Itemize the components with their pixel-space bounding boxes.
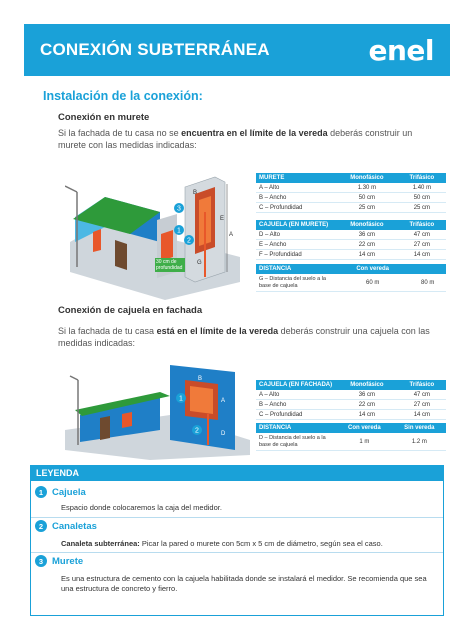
cell-value: 25 cm [336, 203, 398, 213]
table-header-row [256, 264, 446, 274]
number-badge: 2 [35, 520, 47, 532]
cell-label: G – Distancia del suelo a la base de cajuela [256, 274, 336, 292]
legend-item-text [61, 539, 441, 549]
murete-text-post: deberás construir un murete con las medidas indicadas: [58, 128, 413, 150]
th-sin-vereda: Sin vereda [393, 423, 446, 433]
number-badge: 1 [35, 486, 47, 498]
cell-value: 22 cm [336, 240, 398, 250]
cajuela-text-bold: está en el límite de la vereda [156, 326, 279, 336]
cell-value: 1 m [336, 433, 393, 451]
svg-text:A: A [221, 398, 226, 404]
legend-item-text-bold: Canaleta subterránea: [61, 539, 140, 548]
th-mono: Monofásico [336, 173, 398, 183]
murete-subtitle: Conexión en murete [58, 112, 150, 123]
cajuela-text-post: deberás construir una cajuela con las medidas indicadas: [58, 326, 430, 348]
cell-value: 80 m [409, 274, 446, 292]
murete-text-pre: Si la fachada de tu casa no se [58, 128, 182, 138]
cell-label: A – Alto [256, 183, 336, 193]
table-row [256, 203, 446, 213]
cell-label: D – Distancia del suelo a la base de cajuela [256, 433, 336, 451]
detail-cajuela-inner [190, 386, 213, 414]
table-row [256, 274, 446, 292]
cell-value: 60 m [336, 274, 409, 292]
table-header-row [256, 380, 446, 390]
th-label: DISTANCIA [256, 264, 336, 274]
table-row [256, 410, 446, 420]
cajuela-subtitle: Conexión de cajuela en fachada [58, 305, 203, 316]
cell-value: 22 cm [336, 400, 398, 410]
table-header-row [256, 173, 446, 183]
depth-label: 30 cm de profundidad [155, 258, 185, 272]
divider [31, 552, 443, 553]
cell-value: 25 cm [398, 203, 446, 213]
th-tri: Trifásico [398, 173, 446, 183]
cajuela-murete-table [256, 220, 446, 260]
lamp-arm [65, 186, 77, 192]
cell-value: 14 cm [336, 410, 398, 420]
legend-item-title: Canaletas [52, 520, 97, 532]
svg-text:1: 1 [177, 227, 181, 235]
number-badge: 3 [35, 555, 47, 567]
svg-text:3: 3 [177, 205, 181, 213]
th-label: CAJUELA (EN FACHADA) [256, 380, 336, 390]
cell-value: 36 cm [336, 230, 398, 240]
enel-logo: enel [368, 33, 434, 67]
cell-value: 14 cm [398, 250, 446, 260]
svg-text:A: A [229, 232, 234, 238]
section-title: Instalación de la conexión: [43, 89, 203, 103]
legend-item-cajuela [35, 486, 86, 498]
cell-value: 1.2 m [393, 433, 446, 451]
legend-item-title: Murete [52, 555, 84, 567]
table-row [256, 183, 446, 193]
table-row [256, 433, 446, 451]
legend-item-title: Cajuela [52, 486, 86, 498]
murete-paragraph [58, 127, 438, 151]
murete-text-bold: encuentra en el límite de la vereda [181, 128, 328, 138]
cell-label: B – Ancho [256, 400, 336, 410]
th-label: DISTANCIA [256, 423, 336, 433]
svg-text:1: 1 [179, 395, 183, 403]
small-box [93, 229, 101, 252]
header-banner [24, 24, 450, 76]
table-row [256, 400, 446, 410]
legend-item-text: Es una estructura de cemento con la cajuela habilitada donde se instalará el medidor. Se recomienda que sea una estructura de concreto y fierro. [61, 574, 427, 593]
table-header-row [256, 220, 446, 230]
cell-label: B – Ancho [256, 193, 336, 203]
cell-label: C – Profundidad [256, 410, 336, 420]
cell-value: 1.30 m [336, 183, 398, 193]
svg-text:2: 2 [187, 237, 191, 245]
cell-value: 1.40 m [398, 183, 446, 193]
distancia-murete-table [256, 264, 446, 292]
th-mono: Monofásico [336, 220, 398, 230]
cell-value: 27 cm [398, 400, 446, 410]
table-row [256, 240, 446, 250]
cell-value: 50 cm [336, 193, 398, 203]
cell-value: 47 cm [398, 390, 446, 400]
th-tri: Trifásico [398, 220, 446, 230]
cell-label: D – Alto [256, 230, 336, 240]
th-mono: Monofásico [336, 380, 398, 390]
cell-label: A – Alto [256, 390, 336, 400]
table-header-row [256, 423, 446, 433]
murete-table [256, 173, 446, 213]
murete-cajuela [161, 230, 173, 261]
cajuela-illustration [60, 360, 255, 460]
table-row [256, 390, 446, 400]
th-label: MURETE [256, 173, 336, 183]
cell-value: 47 cm [398, 230, 446, 240]
cell-value: 50 cm [398, 193, 446, 203]
legend-item-text-body: Picar la pared o murete con 5cm x 5 cm de diámetro, según sea el caso. [139, 539, 383, 548]
cell-value: 27 cm [398, 240, 446, 250]
th-con-vereda: Con vereda [336, 423, 393, 433]
legend-item-text: Espacio donde colocaremos la caja del medidor. [61, 503, 222, 512]
distancia-fachada-table [256, 423, 446, 451]
page-title: CONEXIÓN SUBTERRÁNEA [40, 40, 270, 59]
cell-value: 36 cm [336, 390, 398, 400]
divider [31, 517, 443, 518]
legend-item-murete [35, 555, 83, 567]
svg-text:2: 2 [195, 427, 199, 435]
cajuela-fachada-table [256, 380, 446, 420]
murete-illustration [65, 172, 255, 300]
lamp-arm [70, 376, 78, 380]
svg-text:G: G [197, 260, 202, 266]
table-row [256, 230, 446, 240]
svg-text:B: B [198, 376, 203, 382]
cell-label: F – Profundidad [256, 250, 336, 260]
th-con-vereda: Con vereda [336, 264, 409, 274]
door [115, 240, 127, 270]
door [100, 416, 110, 440]
th-tri: Trifásico [398, 380, 446, 390]
svg-text:E: E [220, 216, 225, 222]
cajuela-text-pre: Si la fachada de tu casa [58, 326, 157, 336]
cell-label: C – Profundidad [256, 203, 336, 213]
legend-title: LEYENDA [31, 466, 443, 481]
legend-item-canaletas [35, 520, 97, 532]
table-row [256, 193, 446, 203]
th-label: CAJUELA (EN MURETE) [256, 220, 336, 230]
table-row [256, 250, 446, 260]
th-empty [409, 264, 446, 274]
svg-text:D: D [221, 431, 226, 437]
small-cajuela [122, 412, 132, 428]
cajuela-paragraph [58, 325, 438, 349]
cell-value: 14 cm [336, 250, 398, 260]
cell-value: 14 cm [398, 410, 446, 420]
svg-text:B: B [193, 190, 198, 196]
cell-label: E – Ancho [256, 240, 336, 250]
legend-box [30, 465, 444, 616]
